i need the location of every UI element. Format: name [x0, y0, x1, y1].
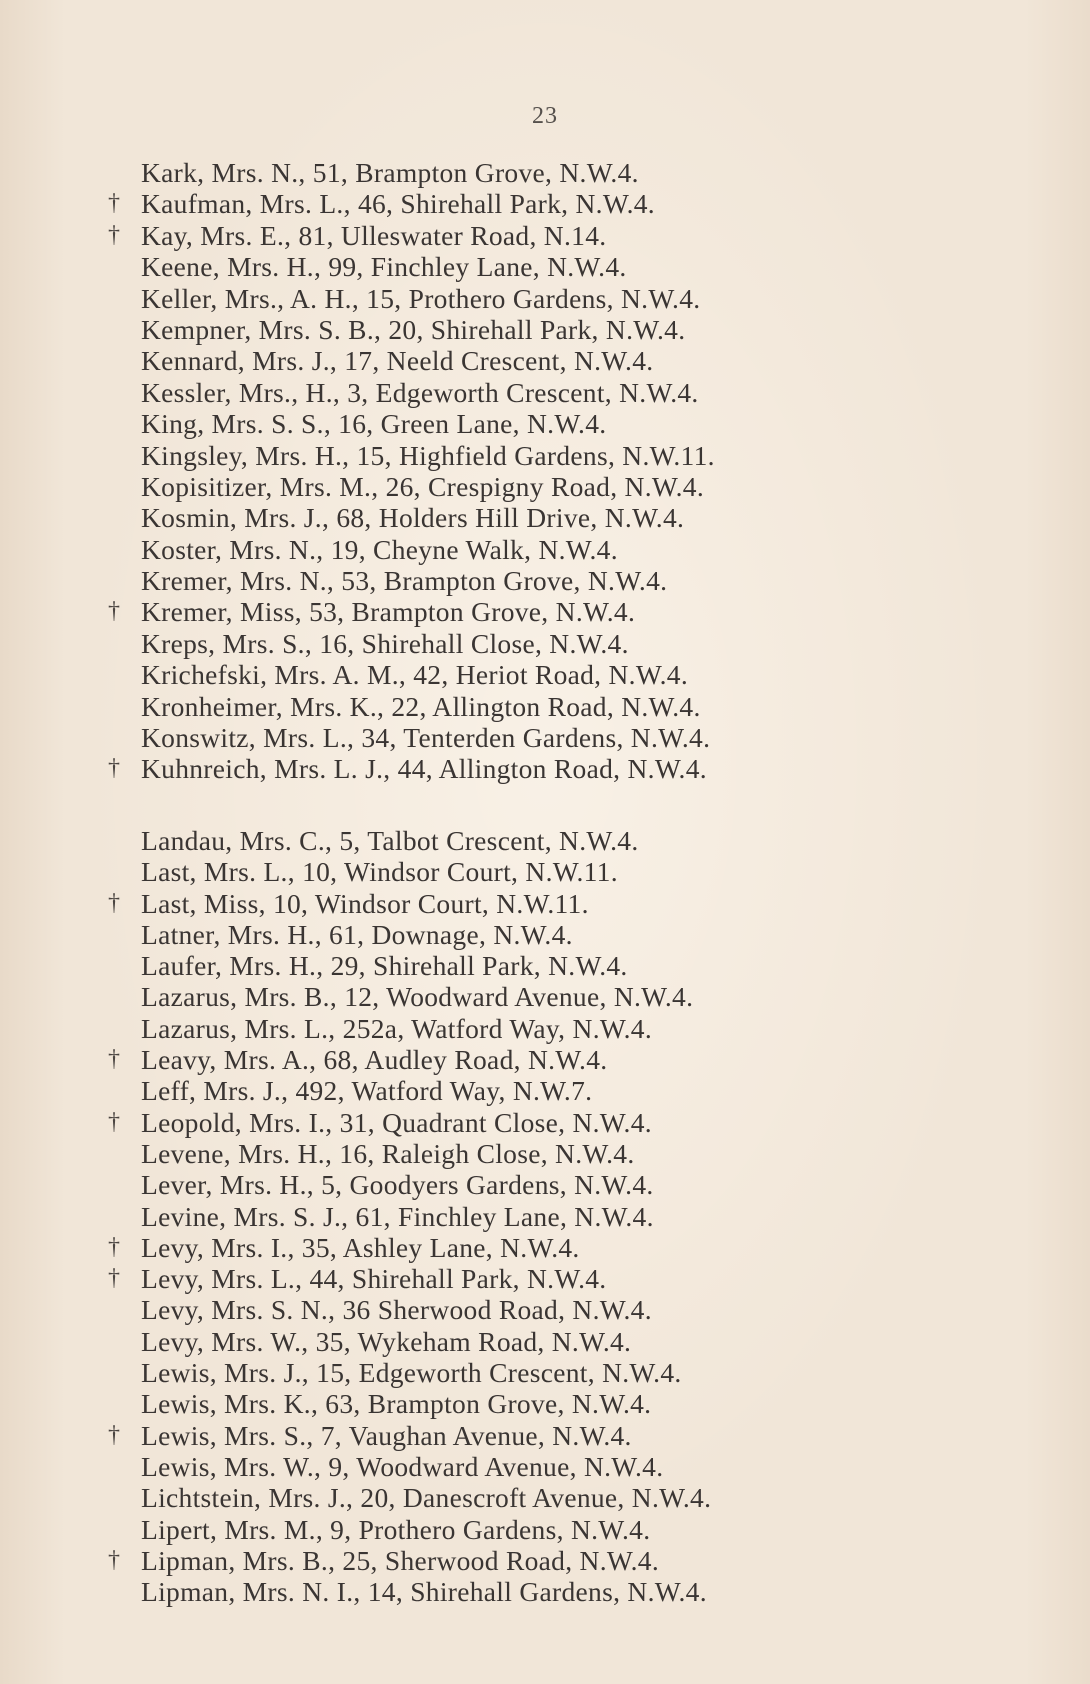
entry-text: Kreps, Mrs. S., 16, Shirehall Close, N.W.4.	[141, 627, 629, 659]
list-item	[0, 251, 1090, 282]
list-item	[0, 981, 1090, 1012]
list-item	[0, 1232, 1090, 1263]
entry-text: Lever, Mrs. H., 5, Goodyers Gardens, N.W.4.	[141, 1169, 654, 1201]
dagger-mark: †	[108, 598, 120, 625]
list-item	[0, 753, 1090, 784]
entry-text: Kuhnreich, Mrs. L. J., 44, Allington Road, N.W.4.	[141, 753, 707, 785]
list-item	[0, 825, 1090, 856]
list-item	[0, 534, 1090, 565]
directory-section-l	[0, 825, 1090, 1607]
entry-text: Leavy, Mrs. A., 68, Audley Road, N.W.4.	[141, 1044, 608, 1076]
entry-text: Kremer, Miss, 53, Brampton Grove, N.W.4.	[141, 596, 636, 628]
entry-text: Krichefski, Mrs. A. M., 42, Heriot Road, N.W.4.	[141, 659, 688, 691]
entry-text: Levine, Mrs. S. J., 61, Finchley Lane, N.W.4.	[141, 1200, 654, 1232]
list-item	[0, 408, 1090, 439]
entry-text: Laufer, Mrs. H., 29, Shirehall Park, N.W.4.	[141, 950, 628, 982]
list-item	[0, 1075, 1090, 1106]
list-item	[0, 440, 1090, 471]
entry-text: Lipert, Mrs. M., 9, Prothero Gardens, N.W.4.	[141, 1513, 651, 1545]
entry-text: Leopold, Mrs. I., 31, Quadrant Close, N.W.4.	[141, 1106, 652, 1138]
list-item	[0, 502, 1090, 533]
list-item	[0, 722, 1090, 753]
list-item	[0, 1482, 1090, 1513]
page-number: 23	[532, 103, 558, 129]
entry-text: Kempner, Mrs. S. B., 20, Shirehall Park, N.W.4.	[141, 313, 686, 345]
dagger-mark: †	[108, 755, 120, 782]
entry-text: Konswitz, Mrs. L., 34, Tenterden Gardens, N.W.4.	[141, 722, 711, 754]
dagger-mark: †	[108, 1233, 120, 1260]
dagger-mark: †	[108, 190, 120, 217]
list-item	[0, 1451, 1090, 1482]
dagger-mark: †	[108, 1421, 120, 1448]
entry-text: Levene, Mrs. H., 16, Raleigh Close, N.W.4.	[141, 1137, 635, 1169]
directory-section-k	[0, 157, 1090, 785]
entry-text: Kay, Mrs. E., 81, Ulleswater Road, N.14.	[141, 219, 607, 251]
entry-text: Last, Mrs. L., 10, Windsor Court, N.W.11.	[141, 856, 618, 888]
list-item	[0, 691, 1090, 722]
entry-text: Lewis, Mrs. J., 15, Edgeworth Crescent, N.W.4.	[141, 1357, 682, 1389]
entry-text: Koster, Mrs. N., 19, Cheyne Walk, N.W.4.	[141, 533, 618, 565]
entry-text: Lipman, Mrs. N. I., 14, Shirehall Gardens, N.W.4.	[141, 1576, 707, 1608]
list-item	[0, 628, 1090, 659]
entry-text: Lewis, Mrs. W., 9, Woodward Avenue, N.W.4.	[141, 1450, 664, 1482]
list-item	[0, 950, 1090, 981]
list-item	[0, 1357, 1090, 1388]
entry-text: Kennard, Mrs. J., 17, Neeld Crescent, N.W.4.	[141, 345, 654, 377]
list-item	[0, 1294, 1090, 1325]
list-item	[0, 1388, 1090, 1419]
dagger-mark: †	[108, 1546, 120, 1573]
list-item	[0, 659, 1090, 690]
dagger-mark: †	[108, 1265, 120, 1292]
entry-text: Levy, Mrs. I., 35, Ashley Lane, N.W.4.	[141, 1231, 580, 1263]
entry-text: Last, Miss, 10, Windsor Court, N.W.11.	[141, 887, 589, 919]
entry-text: Lipman, Mrs. B., 25, Sherwood Road, N.W.4.	[141, 1544, 660, 1576]
list-item	[0, 919, 1090, 950]
entry-text: Kingsley, Mrs. H., 15, Highfield Gardens, N.W.11.	[141, 439, 715, 471]
list-item	[0, 471, 1090, 502]
entry-text: Kopisitizer, Mrs. M., 26, Crespigny Road, N.W.4.	[141, 470, 705, 502]
list-item	[0, 596, 1090, 627]
entry-text: Kronheimer, Mrs. K., 22, Allington Road, N.W.4.	[141, 690, 701, 722]
list-item	[0, 565, 1090, 596]
list-item	[0, 220, 1090, 251]
list-item	[0, 1169, 1090, 1200]
entry-text: Kaufman, Mrs. L., 46, Shirehall Park, N.W.4.	[141, 188, 655, 220]
dagger-mark: †	[108, 1108, 120, 1135]
list-item	[0, 888, 1090, 919]
list-item	[0, 1576, 1090, 1607]
list-item	[0, 1545, 1090, 1576]
list-item	[0, 1138, 1090, 1169]
list-item	[0, 1420, 1090, 1451]
entry-text: King, Mrs. S. S., 16, Green Lane, N.W.4.	[141, 408, 607, 440]
list-item	[0, 856, 1090, 887]
list-item	[0, 314, 1090, 345]
entry-text: Levy, Mrs. S. N., 36 Sherwood Road, N.W.4.	[141, 1294, 652, 1326]
dagger-mark: †	[108, 889, 120, 916]
list-item	[0, 283, 1090, 314]
list-item	[0, 1013, 1090, 1044]
list-item	[0, 1044, 1090, 1075]
list-item	[0, 188, 1090, 219]
list-item	[0, 1514, 1090, 1545]
entry-text: Keller, Mrs., A. H., 15, Prothero Gardens, N.W.4.	[141, 282, 701, 314]
entry-text: Lewis, Mrs. K., 63, Brampton Grove, N.W.4.	[141, 1388, 652, 1420]
entry-text: Keene, Mrs. H., 99, Finchley Lane, N.W.4.	[141, 251, 627, 283]
entry-text: Lewis, Mrs. S., 7, Vaughan Avenue, N.W.4.	[141, 1419, 632, 1451]
list-item	[0, 1201, 1090, 1232]
list-item	[0, 377, 1090, 408]
list-item	[0, 345, 1090, 376]
entry-text: Latner, Mrs. H., 61, Downage, N.W.4.	[141, 918, 573, 950]
entry-text: Leff, Mrs. J., 492, Watford Way, N.W.7.	[141, 1075, 593, 1107]
entry-text: Lazarus, Mrs. L., 252a, Watford Way, N.W.4.	[141, 1012, 653, 1044]
entry-text: Lazarus, Mrs. B., 12, Woodward Avenue, N.W.4.	[141, 981, 694, 1013]
entry-text: Levy, Mrs. L., 44, Shirehall Park, N.W.4.	[141, 1263, 607, 1295]
list-item	[0, 1326, 1090, 1357]
entry-text: Kark, Mrs. N., 51, Brampton Grove, N.W.4.	[141, 157, 639, 188]
entry-text: Levy, Mrs. W., 35, Wykeham Road, N.W.4.	[141, 1325, 632, 1357]
entry-text: Kosmin, Mrs. J., 68, Holders Hill Drive, N.W.4.	[141, 502, 685, 534]
entry-text: Kremer, Mrs. N., 53, Brampton Grove, N.W.4.	[141, 565, 668, 597]
entry-text: Lichtstein, Mrs. J., 20, Danescroft Avenue, N.W.4.	[141, 1482, 712, 1514]
entry-text: Kessler, Mrs., H., 3, Edgeworth Crescent, N.W.4.	[141, 376, 699, 408]
list-item	[0, 1263, 1090, 1294]
dagger-mark: †	[108, 1046, 120, 1073]
entry-text: Landau, Mrs. C., 5, Talbot Crescent, N.W.4.	[141, 825, 639, 856]
list-item	[0, 157, 1090, 188]
dagger-mark: †	[108, 221, 120, 248]
list-item	[0, 1107, 1090, 1138]
